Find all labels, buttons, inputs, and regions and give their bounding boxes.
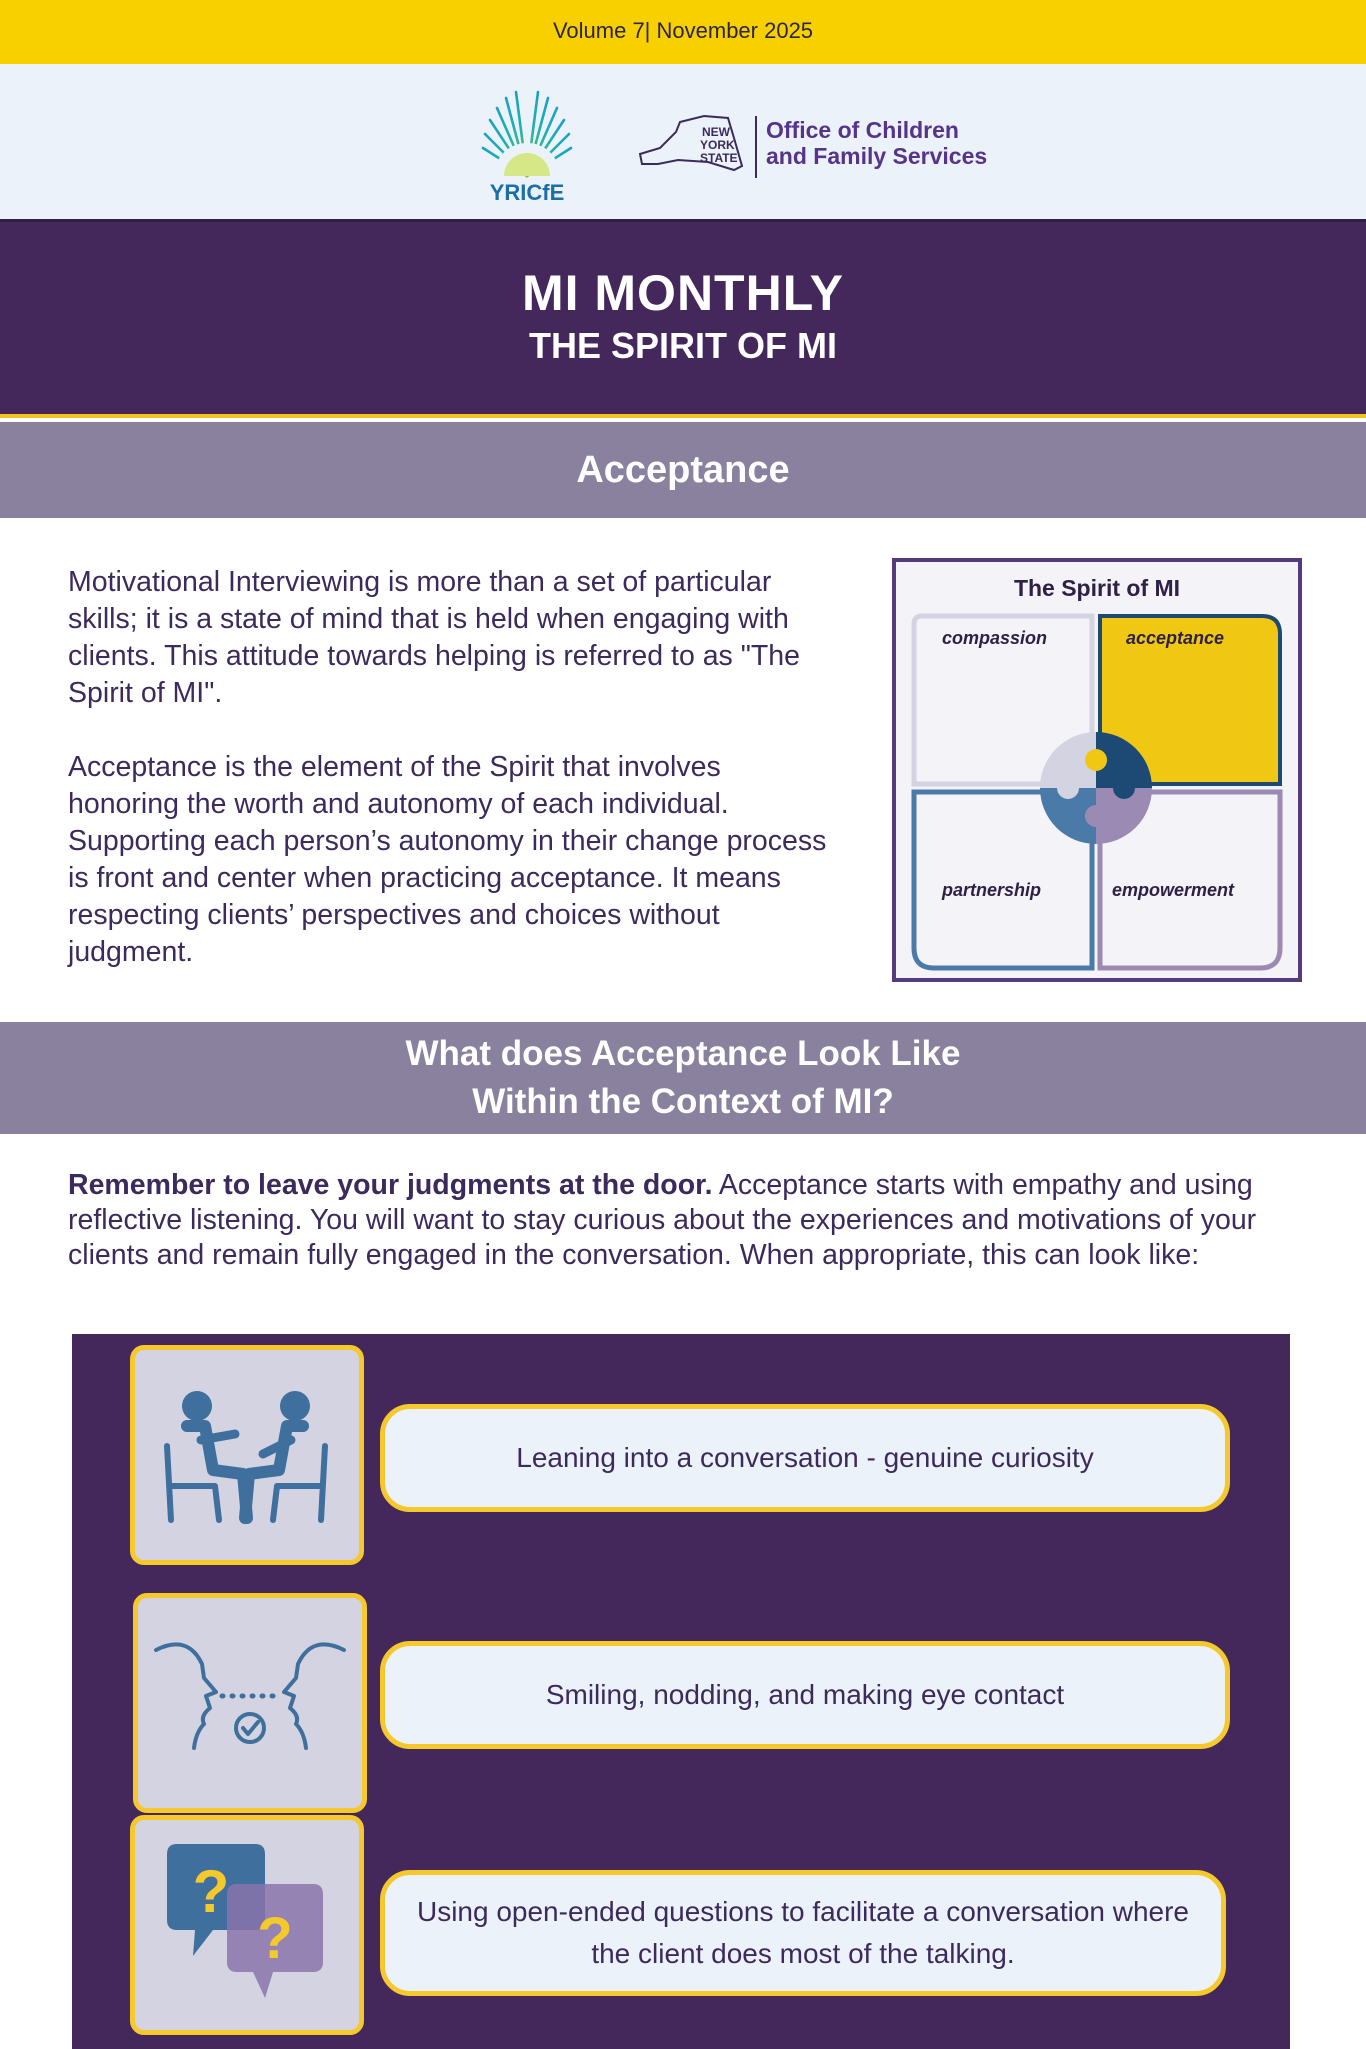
example-pill-1: Leaning into a conversation - genuine curiosity bbox=[380, 1404, 1230, 1512]
section-heading-what-acceptance bbox=[0, 1022, 1366, 1134]
ocfs-name-line-2: and Family Services bbox=[766, 143, 988, 169]
ocfs-logo bbox=[638, 104, 998, 184]
title-banner bbox=[0, 222, 1366, 418]
diagram-title: The Spirit of MI bbox=[1013, 575, 1181, 601]
intro-paragraph-1: Motivational Interviewing is more than a set of particular skills; it is a state of mind that is held when engaging with clients. This attitude towards helping is referred to as "The Spirit of MI". bbox=[68, 566, 800, 709]
example-pill-3: Using open-ended questions to facilitate a conversation where the client does most of the talking. bbox=[380, 1870, 1226, 1996]
eye-contact-faces-icon bbox=[138, 1598, 362, 1808]
nys-line-1: NEW bbox=[702, 125, 730, 139]
puzzle-diagram bbox=[896, 562, 1298, 978]
heading-line-1: What does Acceptance Look Like bbox=[405, 1034, 961, 1073]
example-icon-card-3 bbox=[130, 1815, 364, 2035]
spirit-of-mi-diagram bbox=[892, 558, 1302, 982]
question-bubbles-icon bbox=[135, 1820, 359, 2030]
newsletter-title: MI MONTHLY bbox=[521, 265, 845, 321]
svg-text:?: ? bbox=[192, 1858, 230, 1925]
label-compassion: compassion bbox=[942, 628, 1048, 648]
newsletter-subtitle: THE SPIRIT OF MI bbox=[528, 325, 837, 366]
example-icon-card-1 bbox=[130, 1345, 364, 1565]
volume-bar bbox=[0, 0, 1366, 64]
label-partnership: partnership bbox=[942, 880, 1042, 900]
remember-paragraph bbox=[68, 1168, 1308, 1273]
intro-paragraph-2: Acceptance is the element of the Spirit that involves honoring the worth and autonomy of each individual. Supporting each person’s autonomy in their change process is front and center when practicing acceptance. It means respecting clients’ perspectives and choices without judgment. bbox=[68, 751, 827, 968]
logo-band bbox=[0, 64, 1366, 222]
nys-line-3: STATE bbox=[700, 151, 738, 165]
heading-line-2: Within the Context of MI? bbox=[472, 1082, 894, 1121]
section-heading-acceptance: Acceptance bbox=[0, 422, 1366, 518]
ocfs-name-line-1: Office of Children bbox=[766, 117, 959, 143]
example-icon-card-2 bbox=[133, 1593, 367, 1813]
example-pill-2: Smiling, nodding, and making eye contact bbox=[380, 1641, 1230, 1749]
yricfe-wordmark: YRICfE bbox=[489, 180, 565, 205]
nys-line-2: YORK bbox=[700, 138, 735, 152]
conversation-chairs-icon bbox=[135, 1350, 359, 1560]
intro-text bbox=[68, 564, 838, 971]
remember-lead: Remember to leave your judgments at the door. bbox=[68, 1169, 713, 1201]
svg-text:?: ? bbox=[257, 1906, 293, 1971]
examples-panel bbox=[72, 1334, 1290, 2049]
volume-date: Volume 7| November 2025 bbox=[552, 18, 814, 43]
remember-body: Acceptance starts with empathy and using reflective listening. You will want to stay curious about the experiences and motivations of your clients and remain fully engaged in the conversation. When appropriate, this can look like: bbox=[68, 1169, 1257, 1271]
label-acceptance: acceptance bbox=[1126, 628, 1225, 648]
label-empowerment: empowerment bbox=[1112, 880, 1235, 900]
yricfe-logo bbox=[480, 76, 575, 206]
